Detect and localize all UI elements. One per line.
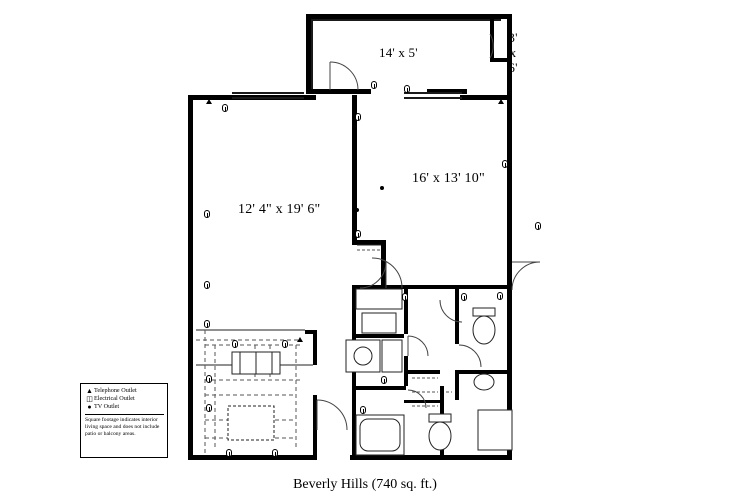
electrical-outlet-icon: [272, 449, 278, 457]
label-bedroom: 16' x 13' 10": [412, 171, 485, 186]
electrical-outlet-icon: [355, 113, 361, 121]
electrical-outlet-icon: [232, 340, 238, 348]
legend-item-telephone-outlet: [85, 387, 164, 395]
legend-note: Square footage indicates interior living space and does not include patio or balcony areas.: [85, 414, 164, 438]
electrical-outlet-icon: [226, 449, 232, 457]
electrical-outlet-icon: [360, 406, 366, 414]
electrical-outlet-icon: [206, 375, 212, 383]
legend-item-electrical-outlet: [85, 395, 164, 403]
electrical-outlet-icon: [204, 281, 210, 289]
electrical-outlet-icon: [355, 230, 361, 238]
label-storage-line3: 6': [508, 60, 518, 75]
telephone-outlet-icon: [297, 337, 303, 342]
electrical-outlet-icon: [402, 293, 408, 301]
electrical-outlet-icon: [371, 81, 377, 89]
electrical-outlet-icon: [204, 320, 210, 328]
telephone-outlet-icon: ▲: [86, 387, 93, 395]
legend-item-tv-outlet: [85, 403, 164, 411]
electrical-outlet-icon: [404, 85, 410, 93]
telephone-outlet-icon: [206, 99, 212, 104]
telephone-outlet-icon: [498, 99, 504, 104]
electrical-outlet-icon: [222, 104, 228, 112]
electrical-outlet-icon: [381, 376, 387, 384]
electrical-outlet-icon: [535, 222, 541, 230]
legend-label-electrical: Electrical Outlet: [94, 395, 135, 402]
label-living-room: 12' 4" x 19' 6": [238, 202, 321, 217]
tv-outlet-icon: [380, 186, 384, 190]
electrical-outlet-icon: [282, 340, 288, 348]
electrical-outlet-icon: [497, 292, 503, 300]
label-storage-closet: [506, 30, 520, 75]
label-storage-line1: 3': [508, 30, 518, 45]
label-storage-line2: x: [509, 45, 517, 60]
tv-outlet-icon: [355, 208, 359, 212]
legend-label-telephone: Telephone Outlet: [94, 387, 137, 394]
electrical-outlet-icon: [204, 210, 210, 218]
legend: [80, 383, 168, 458]
electrical-outlet-icon: ◫: [86, 395, 93, 403]
electrical-outlet-icon: [206, 404, 212, 412]
tv-outlet-icon: ●: [87, 403, 92, 411]
page-title: Beverly Hills (740 sq. ft.): [293, 477, 437, 492]
label-balcony: 14' x 5': [379, 45, 418, 60]
electrical-outlet-icon: [461, 293, 467, 301]
legend-label-tv: TV Outlet: [94, 403, 120, 410]
electrical-outlet-icon: [502, 160, 508, 168]
